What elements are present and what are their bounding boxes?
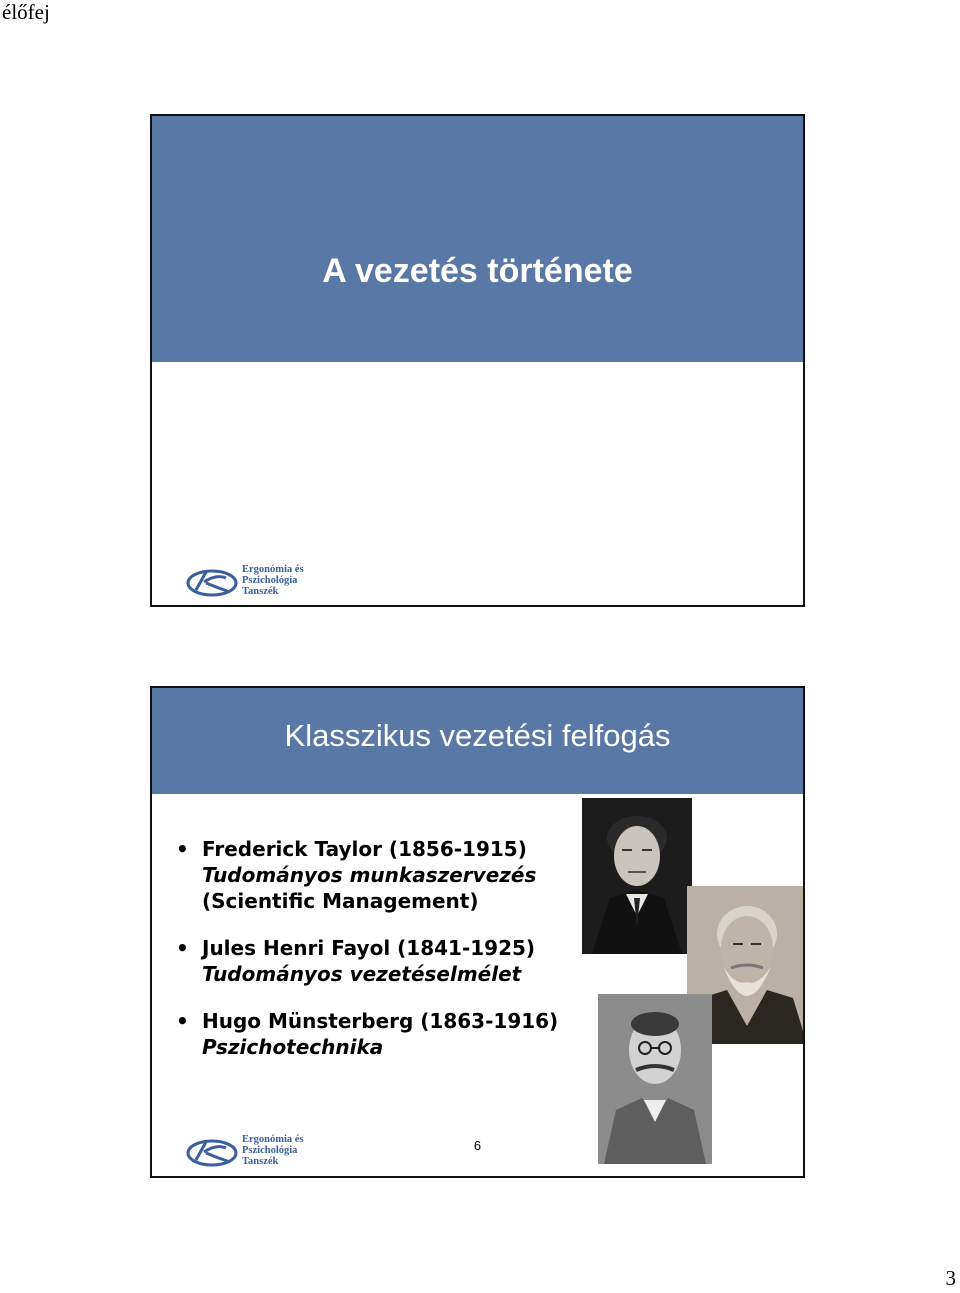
logo-line: Pszichológia <box>242 1145 298 1156</box>
bullet-dot: • <box>176 936 189 960</box>
slide-title: Klasszikus vezetési felfogás <box>284 718 671 753</box>
bullet-subtitle: Tudományos munkaszervezés <box>202 863 537 887</box>
bullet-munsterberg <box>176 1008 606 1060</box>
bullet-heading: Hugo Münsterberg (1863-1916) <box>202 1009 559 1033</box>
slide-title: A vezetés története <box>322 252 633 290</box>
bullet-heading: Jules Henri Fayol (1841-1925) <box>202 936 536 960</box>
logo-line: Tanszék <box>242 586 279 597</box>
portrait-taylor <box>582 798 692 954</box>
department-logo <box>186 564 306 600</box>
bullet-subtitle: (Scientific Management) <box>202 889 479 913</box>
page-number: 3 <box>945 1266 956 1290</box>
logo-text <box>242 1134 304 1167</box>
bullet-dot: • <box>176 837 189 861</box>
logo-line: Ergonómia és <box>242 564 304 575</box>
bullet-heading: Frederick Taylor (1856-1915) <box>202 837 527 861</box>
logo-text <box>242 564 304 597</box>
slide-1 <box>150 114 805 607</box>
bullet-taylor <box>176 836 606 914</box>
slide-2 <box>150 686 805 1178</box>
bullet-dot: • <box>176 1009 189 1033</box>
page-header: élőfej <box>2 0 50 24</box>
logo-line: Ergonómia és <box>242 1134 304 1145</box>
department-logo-icon <box>186 568 240 598</box>
logo-line: Tanszék <box>242 1156 279 1167</box>
bullet-subtitle: Tudományos vezetéselmélet <box>202 962 522 986</box>
department-logo-icon <box>186 1138 240 1168</box>
bullet-fayol <box>176 935 606 987</box>
department-logo <box>186 1134 306 1170</box>
slide-title-band <box>152 116 803 362</box>
bullet-list <box>176 836 606 1081</box>
logo-line: Pszichológia <box>242 575 298 586</box>
slide-number: 6 <box>473 1138 482 1153</box>
bullet-subtitle: Pszichotechnika <box>202 1035 384 1059</box>
